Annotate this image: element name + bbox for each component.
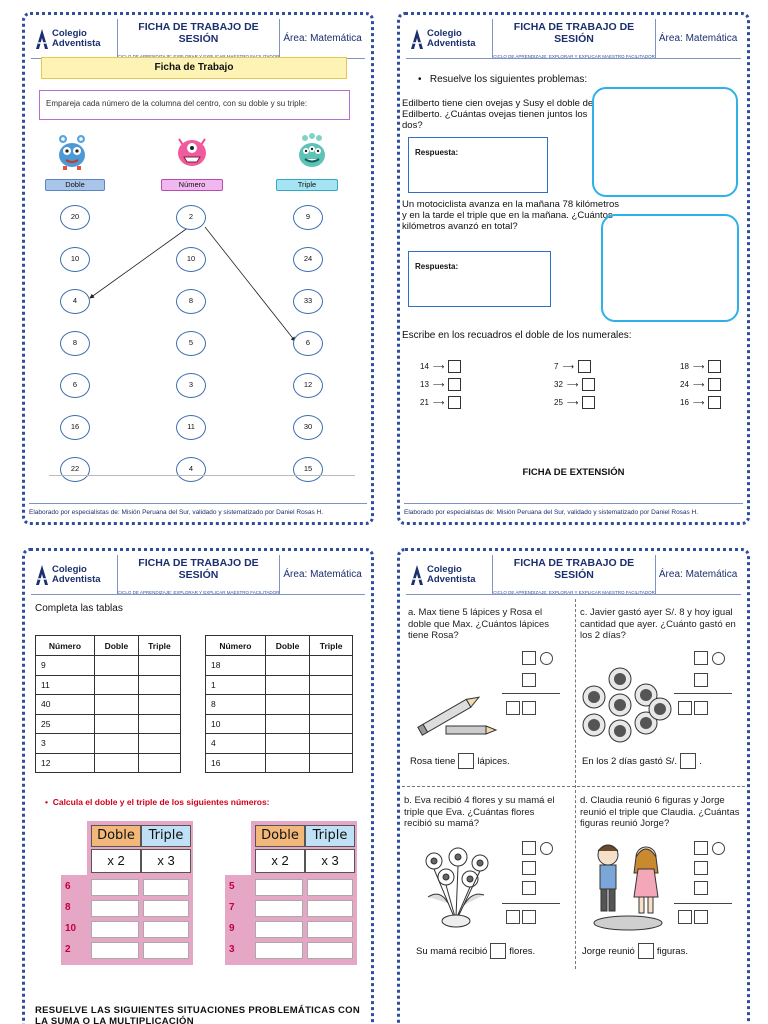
col-header-numero: Número bbox=[206, 636, 266, 656]
logo-line-1: Colegio bbox=[427, 27, 462, 39]
triple-cell[interactable] bbox=[138, 714, 180, 734]
header-title: FICHA DE TRABAJO DE SESIÓN bbox=[513, 557, 635, 581]
double-row bbox=[680, 378, 721, 391]
table-2 bbox=[205, 635, 353, 773]
answer-box[interactable] bbox=[582, 396, 595, 409]
number-cell: 4 bbox=[206, 734, 266, 754]
header-area: Área: Matemática bbox=[655, 555, 741, 594]
triple-cell[interactable] bbox=[310, 714, 353, 734]
problems-instruction: • Resuelve los siguientes problemas: bbox=[418, 74, 588, 85]
bubble-doble: 16 bbox=[60, 415, 90, 440]
header-area: Área: Matemática bbox=[655, 19, 741, 58]
result-box bbox=[506, 701, 520, 715]
double-number: 24 bbox=[680, 380, 689, 389]
col-header-triple: Triple bbox=[138, 636, 180, 656]
col-header-triple: Triple bbox=[310, 636, 353, 656]
doble-cell[interactable] bbox=[265, 675, 309, 695]
header-area: Área: Matemática bbox=[279, 555, 365, 594]
table-row bbox=[206, 753, 353, 773]
double-number: 21 bbox=[420, 398, 429, 407]
answer-d bbox=[582, 943, 688, 959]
bubble-doble: 22 bbox=[60, 457, 90, 482]
page-footer: Elaborado por especialistas de: Misión Peruana del Sur, validado y sistematizado por Daniel Rosas H. bbox=[404, 503, 743, 516]
doble-cell[interactable] bbox=[94, 714, 138, 734]
table-row bbox=[36, 675, 181, 695]
answer-b-post: flores. bbox=[509, 945, 536, 957]
number-cell: 9 bbox=[36, 656, 95, 676]
logo-line-2: Adventista bbox=[52, 573, 101, 585]
complete-tables-instruction: Completa las tablas bbox=[35, 603, 123, 614]
col-header-doble: Doble bbox=[265, 636, 309, 656]
triple-answer-cell[interactable] bbox=[307, 942, 353, 959]
bubble-doble: 10 bbox=[60, 247, 90, 272]
answer-b-box[interactable] bbox=[490, 943, 506, 959]
arrow-right-icon: ⟶ bbox=[692, 362, 705, 371]
problem-1-text: Edilberto tiene cien ovejas y Susy el doble de Edilberto. ¿Cuántas ovejas tienen juntos los dos? bbox=[402, 98, 594, 131]
doble-answer-cell[interactable] bbox=[255, 942, 303, 959]
operation-circle bbox=[540, 652, 553, 665]
bubble-numero: 8 bbox=[176, 289, 206, 314]
operation-box bbox=[522, 673, 536, 687]
number-cell: 1 bbox=[206, 675, 266, 695]
triple-answer-cell[interactable] bbox=[143, 921, 189, 938]
logo-line-2: Adventista bbox=[427, 37, 476, 49]
table-row bbox=[206, 714, 353, 734]
arrow-right-icon: ⟶ bbox=[562, 362, 574, 371]
arrow-right-icon: ⟶ bbox=[432, 398, 445, 407]
header-title: FICHA DE TRABAJO DE SESIÓN bbox=[138, 21, 259, 45]
table-row bbox=[36, 714, 181, 734]
table-row bbox=[206, 695, 353, 715]
logo-icon bbox=[410, 28, 424, 50]
op-x3: x 3 bbox=[305, 849, 355, 873]
op-x3: x 3 bbox=[141, 849, 191, 873]
flowers-icon bbox=[414, 847, 502, 931]
work-area-box-1 bbox=[592, 87, 738, 197]
operation-box bbox=[522, 861, 536, 875]
answer-d-box[interactable] bbox=[638, 943, 654, 959]
triple-answer-cell[interactable] bbox=[143, 879, 189, 896]
answer-c-post: . bbox=[699, 755, 702, 767]
doble-cell[interactable] bbox=[265, 753, 309, 773]
operation-box bbox=[522, 651, 536, 665]
worksheet-page-2 bbox=[397, 12, 750, 525]
bubble-triple: 12 bbox=[293, 373, 323, 398]
number-cell: 18 bbox=[206, 656, 266, 676]
double-number: 16 bbox=[680, 398, 689, 407]
bubble-doble: 6 bbox=[60, 373, 90, 398]
header-subtitle: CICLO DE APRENDIZAJE: EXPLORAR Y EXPLICAR MAESTRO FACILITADOR bbox=[117, 590, 280, 595]
logo-line-1: Colegio bbox=[52, 27, 87, 39]
table-row bbox=[36, 753, 181, 773]
problem-c-text: c. Javier gastó ayer S/. 8 y hoy igual cantidad que ayer. ¿Cuánto gastó en los 2 días? bbox=[580, 607, 736, 641]
double-row bbox=[420, 396, 461, 409]
double-number: 7 bbox=[554, 362, 559, 371]
coin-icon bbox=[609, 694, 631, 716]
column-label-doble: Doble bbox=[45, 179, 105, 191]
triple-cell[interactable] bbox=[138, 753, 180, 773]
op-x2: x 2 bbox=[255, 849, 305, 873]
grid-divider-horizontal bbox=[402, 786, 745, 787]
double-number: 25 bbox=[554, 398, 563, 407]
answer-box[interactable] bbox=[708, 396, 721, 409]
table-row bbox=[36, 734, 181, 754]
doble-cell[interactable] bbox=[265, 734, 309, 754]
operation-box bbox=[694, 841, 708, 855]
resuelve-heading: RESUELVE LAS SIGUIENTES SITUACIONES PROBLEMÁTICAS CON LA SUMA O LA MULTIPLICACIÓN bbox=[35, 1005, 361, 1024]
worksheet-page-4 bbox=[397, 548, 750, 1024]
triple-answer-cell[interactable] bbox=[307, 879, 353, 896]
doble-answer-cell[interactable] bbox=[255, 921, 303, 938]
operation-box bbox=[522, 841, 536, 855]
doble-cell[interactable] bbox=[94, 734, 138, 754]
number-cell: 8 bbox=[206, 695, 266, 715]
bubble-doble: 20 bbox=[60, 205, 90, 230]
triple-cell[interactable] bbox=[310, 753, 353, 773]
row-number: 2 bbox=[65, 944, 71, 955]
column-label-numero: Número bbox=[161, 179, 223, 191]
row-number: 8 bbox=[65, 902, 71, 913]
answer-box-2: Respuesta: bbox=[408, 251, 551, 307]
operation-box bbox=[522, 881, 536, 895]
doble-cell[interactable] bbox=[265, 656, 309, 676]
number-cell: 16 bbox=[206, 753, 266, 773]
bubble-numero: 2 bbox=[176, 205, 206, 230]
bubble-triple: 15 bbox=[293, 457, 323, 482]
answer-box[interactable] bbox=[708, 378, 721, 391]
double-number: 32 bbox=[554, 380, 563, 389]
coin-icon bbox=[649, 698, 671, 720]
result-box bbox=[506, 910, 520, 924]
bubble-doble: 8 bbox=[60, 331, 90, 356]
bubble-numero: 4 bbox=[176, 457, 206, 482]
triple-answer-cell[interactable] bbox=[143, 900, 189, 917]
triple-cell[interactable] bbox=[138, 734, 180, 754]
number-cell: 3 bbox=[36, 734, 95, 754]
coin-icon bbox=[583, 714, 605, 736]
triple-cell[interactable] bbox=[138, 695, 180, 715]
double-row bbox=[680, 396, 721, 409]
header-area: Área: Matemática bbox=[279, 19, 365, 58]
table-row bbox=[36, 656, 181, 676]
table-row bbox=[36, 695, 181, 715]
doble-cell[interactable] bbox=[265, 695, 309, 715]
header-triple: Triple bbox=[305, 825, 355, 847]
page-header bbox=[406, 19, 741, 59]
row-number: 5 bbox=[229, 881, 235, 892]
worksheet-page-3 bbox=[22, 548, 374, 1024]
operation-line bbox=[502, 693, 560, 694]
answer-box-1: Respuesta: bbox=[408, 137, 548, 193]
red-instruction-text: Calcula el doble y el triple de los siguientes números: bbox=[52, 797, 270, 807]
bubble-triple: 9 bbox=[293, 205, 323, 230]
bubble-triple: 30 bbox=[293, 415, 323, 440]
grid-divider-vertical bbox=[575, 599, 576, 969]
coin-icon bbox=[609, 720, 631, 742]
row-number: 6 bbox=[65, 881, 71, 892]
problems-grid bbox=[402, 599, 745, 969]
page-header bbox=[31, 555, 365, 595]
school-logo bbox=[406, 555, 492, 594]
problems-instruction-text: Resuelve los siguientes problemas: bbox=[429, 74, 588, 85]
result-box bbox=[678, 910, 692, 924]
answer-c bbox=[582, 753, 702, 769]
header-title: FICHA DE TRABAJO DE SESIÓN bbox=[138, 557, 259, 581]
double-number: 18 bbox=[680, 362, 689, 371]
double-row bbox=[554, 360, 591, 373]
children-icon bbox=[582, 839, 674, 935]
operation-box bbox=[694, 881, 708, 895]
double-row bbox=[554, 396, 595, 409]
result-box bbox=[522, 701, 536, 715]
table-row bbox=[206, 734, 353, 754]
table-1 bbox=[35, 635, 181, 773]
coins-icon bbox=[580, 667, 676, 751]
arrow-right-icon: ⟶ bbox=[432, 380, 445, 389]
problem-d-text: d. Claudia reunió 6 figuras y Jorge reunió el triple que Claudia. ¿Cuántas figuras reunió Jorge? bbox=[580, 795, 740, 829]
row-number: 7 bbox=[229, 902, 235, 913]
triple-answer-cell[interactable] bbox=[143, 942, 189, 959]
header-subtitle: CICLO DE APRENDIZAJE: EXPLORAR Y EXPLICAR MAESTRO FACILITADOR bbox=[493, 54, 655, 59]
answer-box[interactable] bbox=[448, 360, 461, 373]
answer-d-post: figuras. bbox=[656, 945, 688, 957]
bubble-doble: 4 bbox=[60, 289, 90, 314]
answer-a bbox=[410, 753, 510, 769]
header-triple: Triple bbox=[141, 825, 191, 847]
row-number: 9 bbox=[229, 923, 235, 934]
bubble-numero: 5 bbox=[176, 331, 206, 356]
double-row bbox=[420, 360, 461, 373]
doble-answer-cell[interactable] bbox=[255, 900, 303, 917]
coin-icon bbox=[583, 686, 605, 708]
triple-cell[interactable] bbox=[310, 734, 353, 754]
triple-cell[interactable] bbox=[310, 695, 353, 715]
operation-circle bbox=[540, 842, 553, 855]
extension-title: FICHA DE EXTENSIÓN bbox=[522, 467, 625, 478]
doble-cell[interactable] bbox=[94, 753, 138, 773]
answer-c-pre: En los 2 días gastó S/. bbox=[582, 755, 678, 767]
doble-cell[interactable] bbox=[94, 695, 138, 715]
worksheet-page-1 bbox=[22, 12, 374, 525]
doble-answer-cell[interactable] bbox=[255, 879, 303, 896]
doble-answer-cell[interactable] bbox=[91, 900, 139, 917]
bubble-numero: 11 bbox=[176, 415, 206, 440]
header-doble: Doble bbox=[91, 825, 141, 847]
bubble-triple: 6 bbox=[293, 331, 323, 356]
double-row bbox=[554, 378, 595, 391]
school-logo bbox=[406, 19, 492, 58]
triple-cell[interactable] bbox=[310, 675, 353, 695]
operation-box bbox=[694, 651, 708, 665]
school-logo bbox=[31, 555, 117, 594]
triple-cell[interactable] bbox=[138, 656, 180, 676]
problem-a-text: a. Max tiene 5 lápices y Rosa el doble que Max. ¿Cuántos lápices tiene Rosa? bbox=[408, 607, 549, 641]
triple-answer-cell[interactable] bbox=[307, 921, 353, 938]
logo-line-1: Colegio bbox=[427, 563, 462, 575]
arrow-right-icon: ⟶ bbox=[566, 380, 579, 389]
operation-line bbox=[502, 903, 560, 904]
answer-box[interactable] bbox=[582, 378, 595, 391]
header-doble: Doble bbox=[255, 825, 305, 847]
logo-line-2: Adventista bbox=[52, 37, 101, 49]
header-subtitle: CICLO DE APRENDIZAJE: EXPLORAR Y EXPLICAR MAESTRO FACILITADOR bbox=[493, 590, 655, 595]
double-number: 14 bbox=[420, 362, 429, 371]
result-box bbox=[694, 910, 708, 924]
logo-icon bbox=[35, 564, 49, 586]
answer-box[interactable] bbox=[578, 360, 591, 373]
operation-box bbox=[694, 673, 708, 687]
result-box bbox=[522, 910, 536, 924]
op-x2: x 2 bbox=[91, 849, 141, 873]
number-cell: 12 bbox=[36, 753, 95, 773]
row-number: 3 bbox=[229, 944, 235, 955]
problem-2-text: Un motociclista avanza en la mañana 78 kilómetros y en la tarde el triple que en la mañana. ¿Cuántos kilómetros avanzó en total? bbox=[402, 199, 620, 232]
page-footer: Elaborado por especialistas de: Misión Peruana del Sur, validado y sistematizado por Daniel Rosas H. bbox=[29, 503, 367, 516]
answer-box[interactable] bbox=[708, 360, 721, 373]
doble-cell[interactable] bbox=[265, 714, 309, 734]
answer-box[interactable] bbox=[448, 396, 461, 409]
operation-line bbox=[674, 903, 732, 904]
column-label-triple: Triple bbox=[276, 179, 338, 191]
matching-instruction: Empareja cada número de la columna del centro, con su doble y su triple: bbox=[39, 90, 350, 120]
double-number: 13 bbox=[420, 380, 429, 389]
answer-b-pre: Su mamá recibió bbox=[416, 945, 488, 957]
operation-circle bbox=[712, 842, 725, 855]
table-row bbox=[206, 675, 353, 695]
table-row bbox=[206, 656, 353, 676]
logo-line-2: Adventista bbox=[427, 573, 476, 585]
logo-line-1: Colegio bbox=[52, 563, 87, 575]
problem-b-text: b. Eva recibió 4 flores y su mamá el triple que Eva. ¿Cuántas flores recibió su mamá? bbox=[404, 795, 555, 829]
work-area-box-2 bbox=[601, 214, 739, 322]
arrow-right-icon: ⟶ bbox=[692, 398, 705, 407]
bubble-numero: 3 bbox=[176, 373, 206, 398]
header-title: FICHA DE TRABAJO DE SESIÓN bbox=[513, 21, 635, 45]
answer-c-box[interactable] bbox=[680, 753, 696, 769]
triple-answer-cell[interactable] bbox=[307, 900, 353, 917]
red-instruction: • Calcula el doble y el triple de los siguientes números: bbox=[45, 797, 270, 807]
result-box bbox=[694, 701, 708, 715]
arrow-right-icon: ⟶ bbox=[692, 380, 705, 389]
result-box bbox=[678, 701, 692, 715]
operation-line bbox=[674, 693, 732, 694]
coin-icon bbox=[609, 668, 631, 690]
number-cell: 10 bbox=[206, 714, 266, 734]
doble-cell[interactable] bbox=[94, 656, 138, 676]
double-row bbox=[680, 360, 721, 373]
answer-d-pre: Jorge reunió bbox=[582, 945, 635, 957]
double-row bbox=[420, 378, 461, 391]
answer-a-pre: Rosa tiene bbox=[410, 755, 456, 767]
operation-box bbox=[694, 861, 708, 875]
bubble-triple: 33 bbox=[293, 289, 323, 314]
logo-icon bbox=[410, 564, 424, 586]
arrow-right-icon: ⟶ bbox=[566, 398, 579, 407]
triple-cell[interactable] bbox=[138, 675, 180, 695]
page-header bbox=[406, 555, 741, 595]
ficha-title: Ficha de Trabajo bbox=[41, 57, 347, 79]
double-instruction: Escribe en los recuadros el doble de los numerales: bbox=[402, 330, 632, 341]
answer-a-box[interactable] bbox=[458, 753, 474, 769]
answer-b bbox=[416, 943, 535, 959]
pencils-icon bbox=[414, 694, 498, 742]
doble-answer-cell[interactable] bbox=[91, 879, 139, 896]
answer-a-post: lápices. bbox=[477, 755, 510, 767]
doble-answer-cell[interactable] bbox=[91, 921, 139, 938]
number-cell: 40 bbox=[36, 695, 95, 715]
triple-cell[interactable] bbox=[310, 656, 353, 676]
answer-box[interactable] bbox=[448, 378, 461, 391]
number-cell: 11 bbox=[36, 675, 95, 695]
bubble-triple: 24 bbox=[293, 247, 323, 272]
doble-cell[interactable] bbox=[94, 675, 138, 695]
divider bbox=[49, 475, 355, 476]
bubble-numero: 10 bbox=[176, 247, 206, 272]
col-header-numero: Número bbox=[36, 636, 95, 656]
col-header-doble: Doble bbox=[94, 636, 138, 656]
doble-answer-cell[interactable] bbox=[91, 942, 139, 959]
row-number: 10 bbox=[65, 923, 77, 934]
arrow-right-icon: ⟶ bbox=[432, 362, 445, 371]
operation-circle bbox=[712, 652, 725, 665]
number-cell: 25 bbox=[36, 714, 95, 734]
